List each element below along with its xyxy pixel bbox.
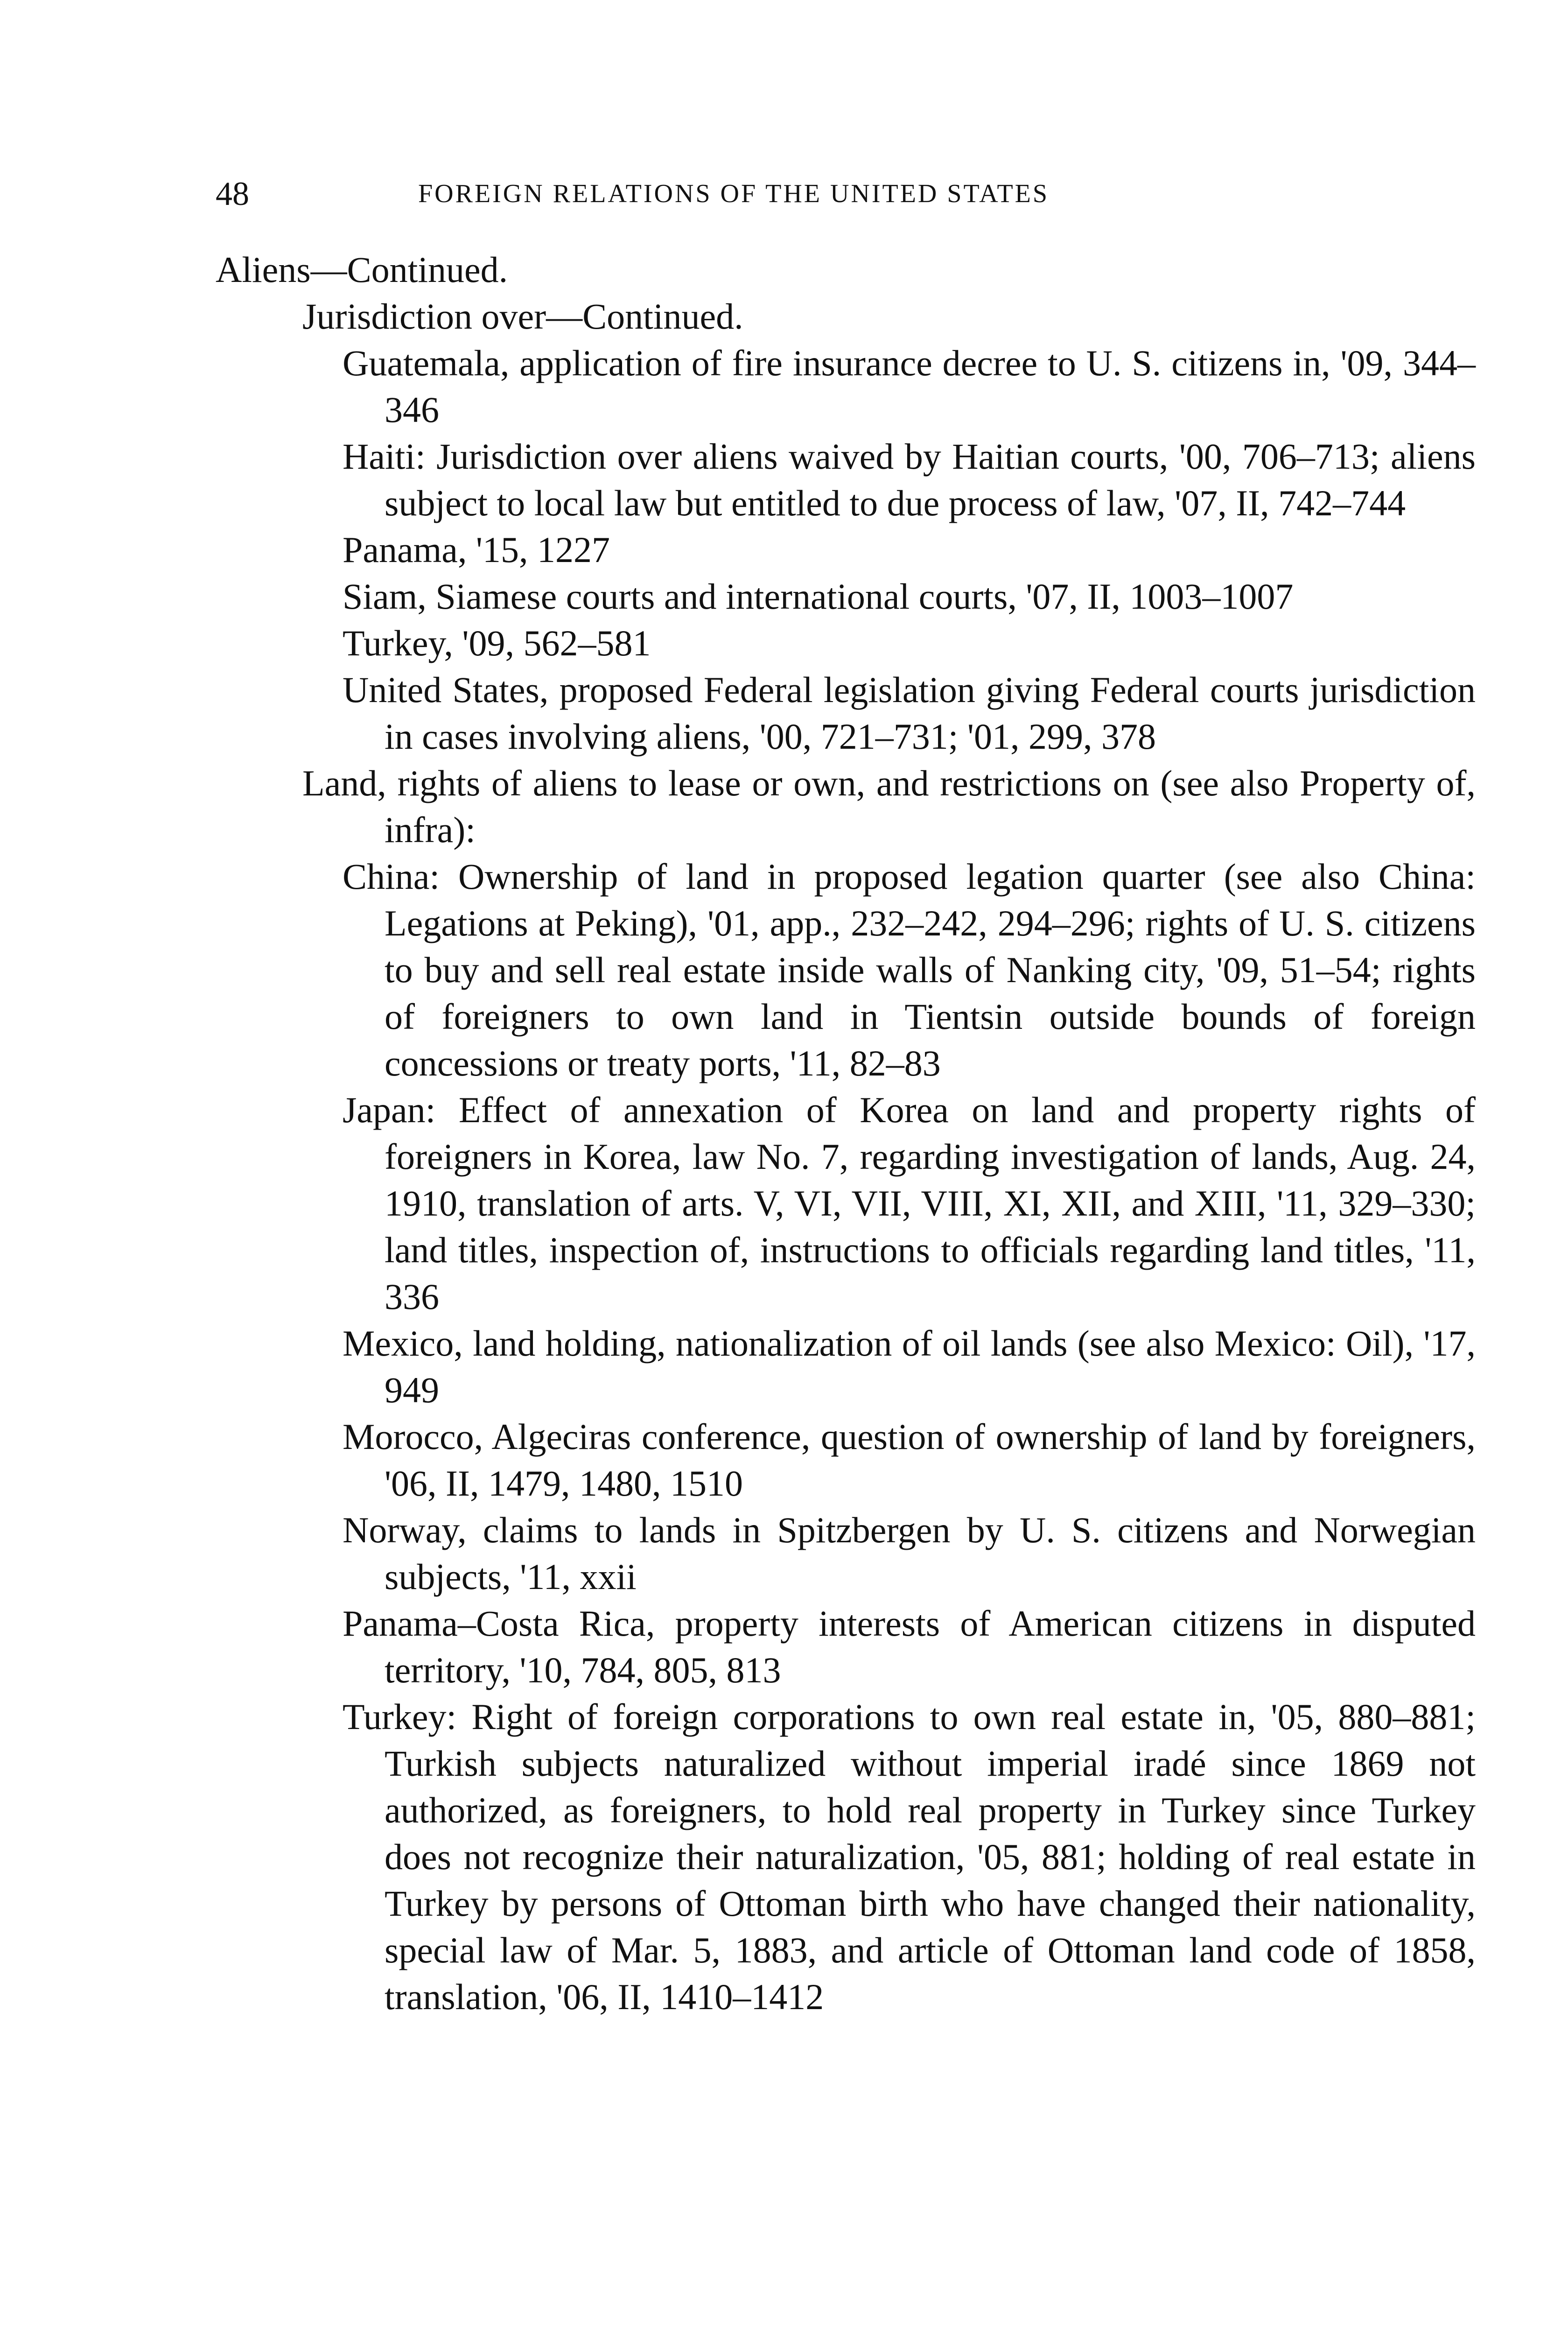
index-entry-haiti: Haiti: Jurisdiction over aliens waived by Haitian courts, '00, 706–713; aliens subject to local law but entitled to due process of law, '07, II, 742–744 (343, 436, 1476, 523)
index-body (216, 246, 1476, 2020)
index-entry-guatemala: Guatemala, application of fire insurance decree to U. S. citizens in, '09, 344–346 (343, 343, 1476, 430)
index-entry-morocco: Morocco, Algeciras conference, question of ownership of land by foreigners, '06, II, 1479, 1480, 1510 (343, 1416, 1476, 1504)
running-title: FOREIGN RELATIONS OF THE UNITED STATES (418, 179, 1050, 208)
index-entry-siam: Siam, Siamese courts and international courts, '07, II, 1003–1007 (343, 576, 1294, 617)
index-entry-japan: Japan: Effect of annexation of Korea on land and property rights of foreigners in Korea, law No. 7, regarding investigation of lands, Aug. 24, 1910, translation of arts. V, VI, VII, VIII, XI, XII, and XIII, '11, 329–330; land titles, inspection of, instructions to officials regarding land titles, '11, 336 (343, 1090, 1476, 1317)
running-head (216, 168, 1476, 219)
index-entry-united-states: United States, proposed Federal legislation giving Federal courts jurisdiction in cases involving aliens, '00, 721–731; '01, 299, 378 (343, 669, 1476, 757)
index-entry-turkey-jurisdiction: Turkey, '09, 562–581 (343, 623, 651, 663)
index-entry-aliens-continued: Aliens—Continued. (216, 249, 508, 290)
index-entry-norway: Norway, claims to lands in Spitzbergen by U. S. citizens and Norwegian subjects, '11, xxii (343, 1510, 1476, 1597)
page-number: 48 (216, 175, 249, 212)
index-entry-panama: Panama, '15, 1227 (343, 529, 610, 570)
index-entry-china: China: Ownership of land in proposed legation quarter (see also China: Legations at Peking), '01, app., 232–242, 294–296; rights of U. S. citizens to buy and sell real estate inside walls of Nanking city, '09, 51–54; rights of foreigners to own land in Tientsin outside bounds of foreign concessions or treaty ports, '11, 82–83 (343, 856, 1476, 1083)
index-subentry-jurisdiction-continued: Jurisdiction over—Continued. (302, 296, 743, 337)
index-entry-turkey-land: Turkey: Right of foreign corporations to own real estate in, '05, 880–881; Turkish subjects naturalized without imperial iradé since 1869 not authorized, as foreigners, to hold real property in Turkey since Turkey does not recognize their naturalization, '05, 881; holding of real estate in Turkey by persons of Ottoman birth who have changed their nationality, special law of Mar. 5, 1883, and article of Ottoman land code of 1858, translation, '06, II, 1410–1412 (343, 1696, 1476, 2017)
index-entry-panama-costa-rica: Panama–Costa Rica, property interests of American citizens in disputed territory, '10, 784, 805, 813 (343, 1603, 1476, 1690)
index-subentry-land: Land, rights of aliens to lease or own, and restrictions on (see also Property of, infra): (302, 763, 1476, 850)
index-entry-mexico: Mexico, land holding, nationalization of oil lands (see also Mexico: Oil), '17, 949 (343, 1323, 1476, 1410)
